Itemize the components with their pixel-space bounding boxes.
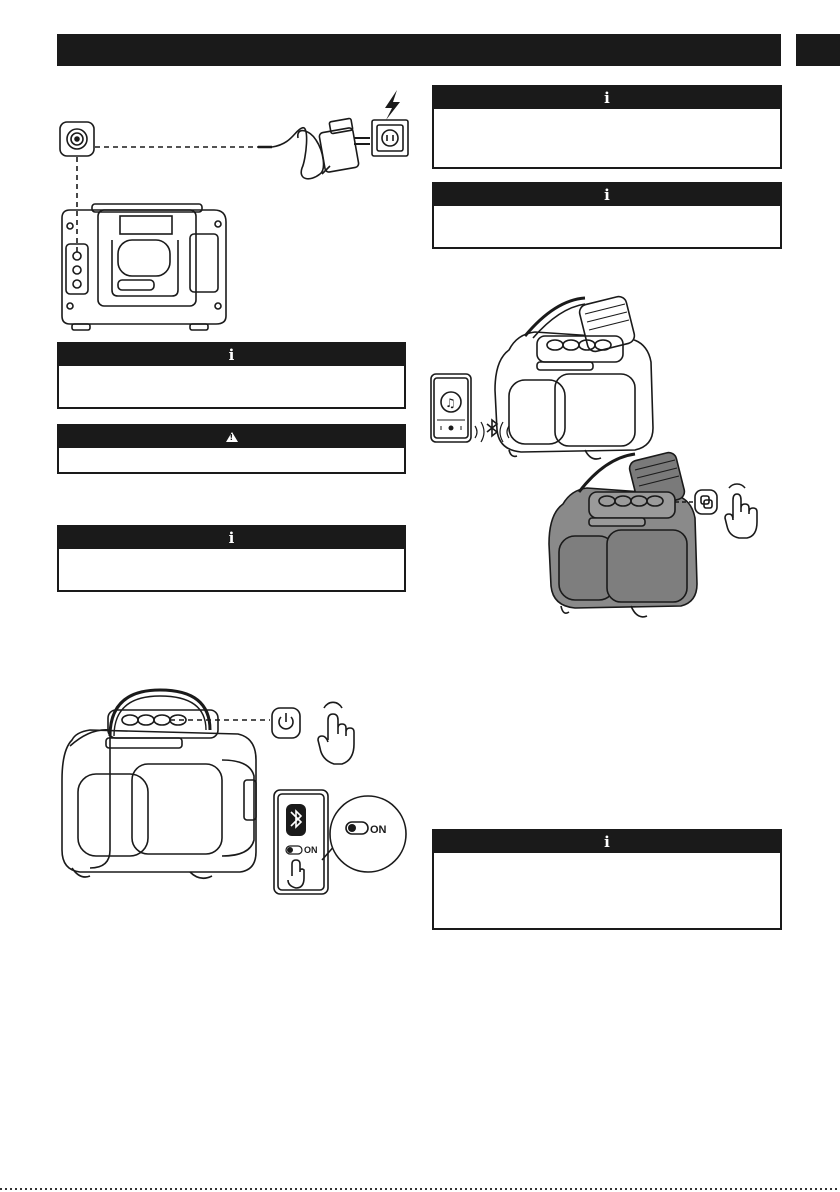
hand-pointer-icon [725, 484, 757, 538]
link-button-icon [695, 490, 717, 514]
note-box-info [432, 829, 782, 930]
header-bar [57, 34, 781, 66]
note-header [59, 344, 404, 366]
note-box-info [57, 342, 406, 409]
info-icon: i [604, 88, 610, 107]
note-text [434, 853, 780, 865]
note-text [434, 206, 780, 218]
speaker-front-view [62, 690, 256, 878]
note-text [434, 109, 780, 121]
phone-toggle-label: ON [304, 845, 318, 855]
phone-bluetooth-settings [274, 790, 328, 894]
power-icon [272, 708, 300, 738]
note-header [434, 184, 780, 206]
speaker-link-illustration [425, 290, 775, 635]
note-box-info [57, 525, 406, 592]
note-header [59, 426, 404, 448]
warning-triangle-icon [226, 432, 238, 442]
hand-pointer-icon [318, 702, 354, 764]
music-note-icon: ♫ [445, 396, 456, 410]
note-header [434, 87, 780, 109]
power-connection-illustration [40, 80, 420, 340]
note-box-warning [57, 424, 406, 474]
power-on-pairing-illustration [50, 680, 410, 900]
info-icon: i [228, 345, 235, 364]
lightning-icon [385, 90, 400, 120]
note-box-info [432, 182, 782, 249]
info-icon: i [604, 832, 610, 851]
note-text [59, 448, 404, 460]
speaker-white [495, 295, 653, 459]
speaker-rear-view [62, 204, 226, 330]
toggle-zoom-callout [322, 796, 406, 872]
zoom-toggle-label: ON [370, 824, 387, 836]
note-text [59, 549, 404, 561]
bluetooth-icon [475, 420, 509, 442]
speaker-grey [549, 451, 697, 617]
power-adapter [258, 118, 370, 179]
note-header [59, 527, 404, 549]
dc-jack-closeup [60, 122, 94, 156]
info-icon: i [604, 185, 610, 204]
info-icon: i [228, 528, 235, 547]
page-number-tab [796, 34, 840, 66]
note-box-info [432, 85, 782, 169]
phone-music-app [431, 374, 471, 442]
note-text [59, 366, 404, 378]
wall-socket [372, 120, 408, 156]
page-bottom-edge [0, 1188, 840, 1190]
note-header [434, 831, 780, 853]
